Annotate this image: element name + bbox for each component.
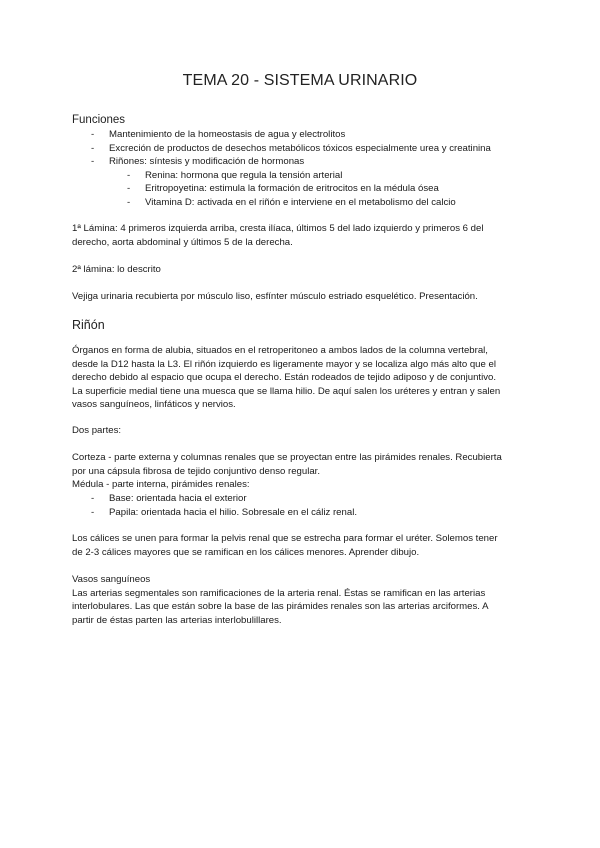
vejiga-paragraph: Vejiga urinaria recubierta por músculo liso, esfínter músculo estriado esquelético. Presentación. bbox=[72, 291, 478, 302]
dos-partes-label: Dos partes: bbox=[72, 425, 122, 436]
bullet-dash: - bbox=[91, 493, 95, 504]
rinon-section bbox=[72, 318, 532, 332]
bullet-dash: - bbox=[127, 196, 131, 208]
calices-paragraph: Los cálices se unen para formar la pelvis renal que se estrecha para formar el uréter. Solemos tener de 2-3 cálices mayores que se ramifican en los cálices menores. Aprender dibujo. bbox=[72, 533, 498, 558]
list-subitem: - Vitamina D: activada en el riñón e interviene en el metabolismo del calcio bbox=[127, 196, 456, 208]
rinon-paragraph: Órganos en forma de alubia, situados en el retroperitoneo a ambos lados de la columna vertebral, desde la D12 hasta la L3. El riñón izquierdo es ligeramente mayor y se localiza algo más alto que el derecho debido al espacio que ocupa el derecho. Están rodeados de tejido adiposo y de conjuntivo. La superficie medial tiene una muesca que se llama hilio. De aquí salen los uréteres y entran y salen vasos sanguíneos, linfáticos y nervios. bbox=[72, 345, 501, 411]
lamina2-paragraph: 2ª lámina: lo descrito bbox=[72, 264, 161, 275]
bullet-dash: - bbox=[91, 129, 95, 140]
funciones-section bbox=[72, 114, 532, 126]
bullet-dash: - bbox=[91, 142, 95, 154]
bullet-dash: - bbox=[91, 156, 95, 168]
list-subitem: - Renina: hormona que regula la tensión arterial bbox=[127, 169, 343, 181]
funciones-heading: Funciones bbox=[72, 114, 126, 126]
funciones-list bbox=[72, 128, 552, 210]
list-item: - Papila: orientada hacia el hilio. Sobresale en el cáliz renal. bbox=[91, 506, 357, 518]
vasos-section: Vasos sanguíneos Las arterias segmentales son ramificaciones de la arteria renal. Éstas se ramifican en las arterias interlobulares. Las que están sobre la base de las pirámides renales son las arterias arciformes. A partir de éstas parten las arterias interlobulillares. bbox=[72, 573, 542, 627]
medula-list bbox=[72, 492, 532, 519]
list-item: - Base: orientada hacia el exterior bbox=[91, 493, 247, 504]
rinon-heading: Riñón bbox=[72, 318, 105, 332]
list-item: - Mantenimiento de la homeostasis de agua y electrolitos bbox=[91, 129, 346, 140]
bullet-dash: - bbox=[127, 169, 131, 181]
list-item: - Riñones: síntesis y modificación de hormonas bbox=[91, 156, 305, 168]
lamina1-paragraph: 1ª Lámina: 4 primeros izquierda arriba, cresta ilíaca, últimos 5 del lado izquierdo y primeros 6 del derecho, aorta abdominal y últimos 5 de la derecha. bbox=[72, 223, 484, 248]
bullet-dash: - bbox=[127, 183, 131, 195]
page-title: TEMA 20 - SISTEMA URINARIO bbox=[182, 72, 418, 89]
medula-text: Médula - parte interna, pirámides renales: bbox=[72, 479, 250, 491]
list-subitem: - Eritropoyetina: estimula la formación de eritrocitos en la médula ósea bbox=[127, 183, 439, 195]
vasos-heading: Vasos sanguíneos bbox=[72, 574, 151, 585]
list-item: - Excreción de productos de desechos metabólicos tóxicos especialmente urea y creatinina bbox=[91, 142, 491, 154]
bullet-dash: - bbox=[91, 506, 95, 518]
corteza-paragraph: Corteza - parte externa y columnas renales que se proyectan entre las pirámides renales. Recubierta por una cápsula fibrosa de tejido conjuntivo denso regular. Médula - parte interna, pirámides renales: bbox=[72, 451, 542, 492]
